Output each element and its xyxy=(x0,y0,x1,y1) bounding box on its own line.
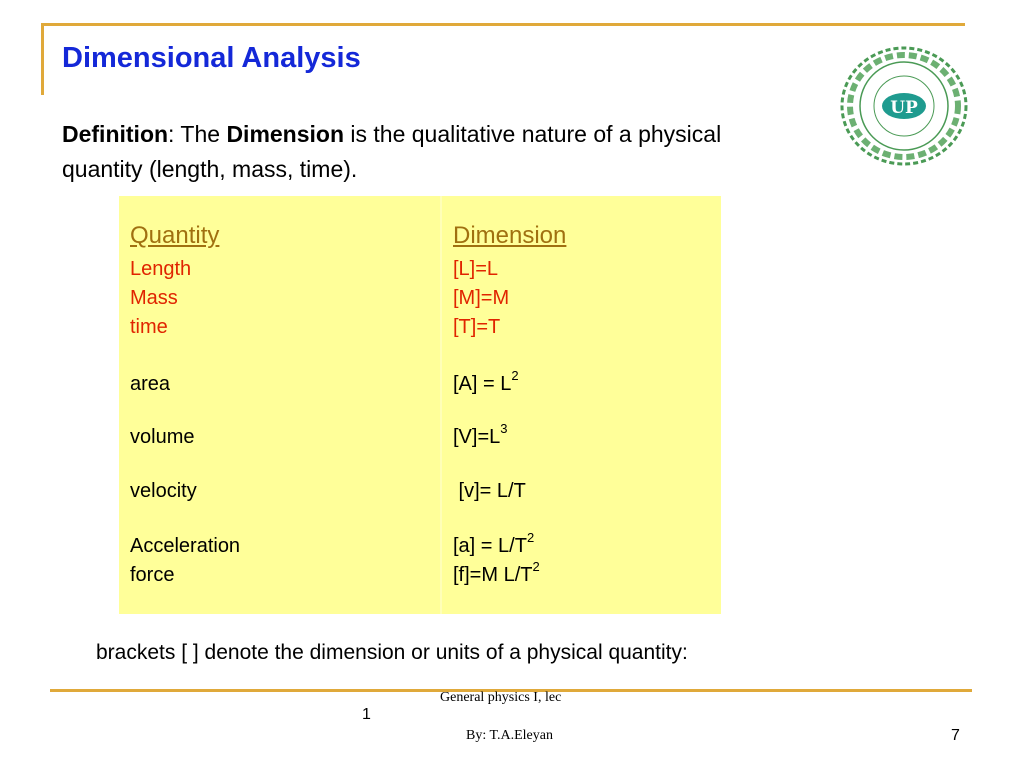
row-dimension: [v]= L/T xyxy=(453,480,526,502)
left-rule xyxy=(41,23,44,95)
row-dimension: [T]=T xyxy=(453,316,501,338)
header-quantity: Quantity xyxy=(130,222,220,249)
row-quantity: Acceleration xyxy=(130,535,241,557)
header-dimension: Dimension xyxy=(453,222,567,249)
row-quantity: velocity xyxy=(130,480,197,502)
row-quantity: force xyxy=(130,564,175,586)
row-quantity: Length xyxy=(130,258,192,280)
row-dimension: [f]=M $L/T^2$ xyxy=(453,559,540,586)
footer-number: 1 xyxy=(362,706,371,723)
footer-author: By: T.A.Eleyan xyxy=(466,728,553,743)
bracket-note: brackets [ ] denote the dimension or units of a physical quantity: xyxy=(96,641,688,664)
definition-sep: : The xyxy=(168,121,227,147)
page-number: 7 xyxy=(951,727,960,744)
row-dimension: $[a] = L/T^2$ xyxy=(453,530,535,557)
dimension-table xyxy=(119,196,721,614)
row-dimension: [L]=L xyxy=(453,258,499,280)
row-quantity: Mass xyxy=(130,287,178,309)
row-quantity: area xyxy=(130,373,171,395)
logo-letters: UP xyxy=(890,98,918,118)
logo-seal-icon xyxy=(836,42,972,170)
definition-paragraph xyxy=(62,117,752,187)
row-quantity: time xyxy=(130,316,168,338)
definition-label: Definition xyxy=(62,121,169,147)
row-dimension: $[V]=L^3$ xyxy=(453,421,508,448)
footer-course: General physics I, lec xyxy=(440,690,562,705)
definition-text: is the qualitative nature of a physical quantity (length, mass, time). xyxy=(62,121,722,182)
top-rule xyxy=(41,23,965,26)
row-dimension: $[A] = L^2$ xyxy=(453,368,519,395)
definition-term: Dimension xyxy=(226,121,345,147)
column-divider xyxy=(440,196,442,614)
university-logo xyxy=(836,42,972,170)
row-quantity: volume xyxy=(130,426,195,448)
row-dimension: [M]=M xyxy=(453,287,510,309)
slide-title: Dimensional Analysis xyxy=(62,42,361,74)
